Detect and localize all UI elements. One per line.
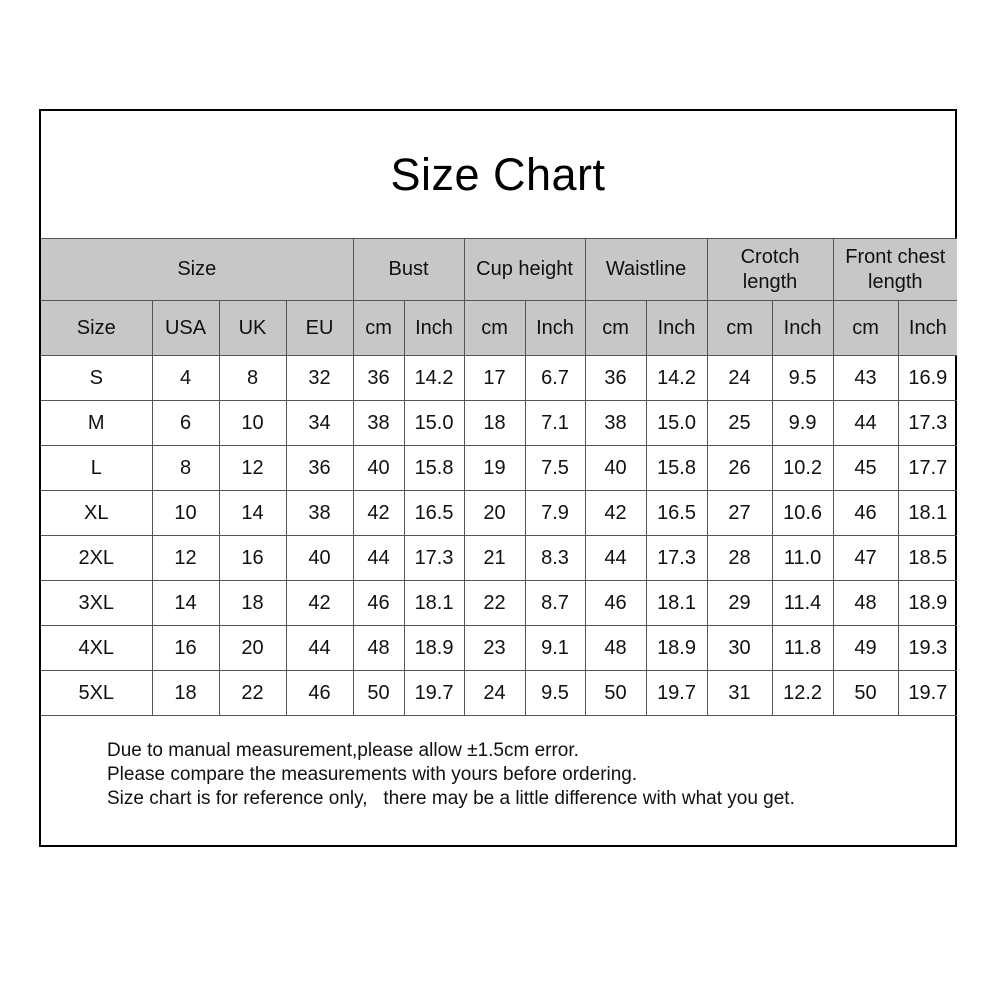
table-cell: 18 <box>219 581 286 626</box>
table-cell: 11.4 <box>772 581 833 626</box>
table-cell: 14 <box>152 581 219 626</box>
group-header-crotch-length: Crotch length <box>707 239 833 301</box>
table-cell: 50 <box>833 671 898 716</box>
column-header: Size <box>41 301 152 356</box>
table-cell: 44 <box>585 536 646 581</box>
column-header: cm <box>353 301 404 356</box>
table-cell: 15.0 <box>646 401 707 446</box>
column-header: cm <box>707 301 772 356</box>
table-cell: 40 <box>353 446 404 491</box>
group-header-front-chest-length: Front chest length <box>833 239 957 301</box>
column-header: Inch <box>646 301 707 356</box>
table-cell: 16 <box>219 536 286 581</box>
table-cell: 38 <box>585 401 646 446</box>
table-cell: 4XL <box>41 626 152 671</box>
table-cell: 15.0 <box>404 401 464 446</box>
table-cell: S <box>41 356 152 401</box>
table-cell: 2XL <box>41 536 152 581</box>
table-cell: 20 <box>464 491 525 536</box>
table-cell: 19.7 <box>646 671 707 716</box>
table-cell: 17.3 <box>646 536 707 581</box>
column-header: Inch <box>404 301 464 356</box>
table-cell: 8.3 <box>525 536 585 581</box>
table-row <box>41 491 957 536</box>
table-cell: 46 <box>585 581 646 626</box>
table-cell: 30 <box>707 626 772 671</box>
group-header-size: Size <box>41 239 353 301</box>
table-cell: 9.5 <box>772 356 833 401</box>
table-cell: 46 <box>833 491 898 536</box>
table-cell: 6 <box>152 401 219 446</box>
table-cell: 16.5 <box>646 491 707 536</box>
table-cell: 46 <box>353 581 404 626</box>
table-cell: 12 <box>219 446 286 491</box>
table-cell: 46 <box>286 671 353 716</box>
table-cell: 9.5 <box>525 671 585 716</box>
table-cell: 8 <box>219 356 286 401</box>
table-cell: 42 <box>585 491 646 536</box>
table-cell: 17.7 <box>898 446 957 491</box>
table-body <box>41 356 957 716</box>
table-cell: 17.3 <box>404 536 464 581</box>
table-cell: 7.1 <box>525 401 585 446</box>
table-cell: 36 <box>585 356 646 401</box>
table-cell: 8 <box>152 446 219 491</box>
table-cell: 3XL <box>41 581 152 626</box>
table-cell: 24 <box>707 356 772 401</box>
table-cell: 48 <box>833 581 898 626</box>
table-cell: 29 <box>707 581 772 626</box>
table-cell: 9.1 <box>525 626 585 671</box>
table-cell: 44 <box>833 401 898 446</box>
table-cell: 4 <box>152 356 219 401</box>
table-cell: 9.9 <box>772 401 833 446</box>
table-cell: 44 <box>286 626 353 671</box>
table-row <box>41 671 957 716</box>
table-cell: 17 <box>464 356 525 401</box>
table-cell: 20 <box>219 626 286 671</box>
sub-header-row <box>41 301 957 356</box>
table-cell: 18 <box>464 401 525 446</box>
column-header: EU <box>286 301 353 356</box>
table-cell: 18.1 <box>898 491 957 536</box>
notes <box>107 739 795 811</box>
table-cell: 47 <box>833 536 898 581</box>
table-cell: 36 <box>353 356 404 401</box>
column-header: UK <box>219 301 286 356</box>
note-line: Size chart is for reference only, there may be a little difference with what you get. <box>107 788 795 809</box>
table-cell: 19.7 <box>404 671 464 716</box>
table-cell: 18.9 <box>898 581 957 626</box>
size-chart-frame <box>39 109 957 847</box>
table-cell: 23 <box>464 626 525 671</box>
table-cell: 42 <box>353 491 404 536</box>
table-cell: 28 <box>707 536 772 581</box>
table-cell: 12 <box>152 536 219 581</box>
table-cell: 19.3 <box>898 626 957 671</box>
table-cell: 45 <box>833 446 898 491</box>
table-cell: 27 <box>707 491 772 536</box>
table-row <box>41 356 957 401</box>
size-table <box>41 238 957 716</box>
table-cell: 40 <box>585 446 646 491</box>
table-cell: 25 <box>707 401 772 446</box>
group-header-waistline: Waistline <box>585 239 707 301</box>
table-cell: 14.2 <box>646 356 707 401</box>
table-cell: 44 <box>353 536 404 581</box>
table-cell: 36 <box>286 446 353 491</box>
column-header: Inch <box>772 301 833 356</box>
table-cell: 18.9 <box>404 626 464 671</box>
table-cell: 18 <box>152 671 219 716</box>
table-cell: 10 <box>219 401 286 446</box>
table-cell: 14 <box>219 491 286 536</box>
group-header-cup-height: Cup height <box>464 239 585 301</box>
table-row <box>41 626 957 671</box>
table-cell: M <box>41 401 152 446</box>
table-cell: 11.8 <box>772 626 833 671</box>
table-cell: 11.0 <box>772 536 833 581</box>
table-cell: 16.9 <box>898 356 957 401</box>
table-cell: 12.2 <box>772 671 833 716</box>
table-cell: 7.5 <box>525 446 585 491</box>
table-cell: 7.9 <box>525 491 585 536</box>
table-cell: 16.5 <box>404 491 464 536</box>
table-cell: 8.7 <box>525 581 585 626</box>
table-cell: 38 <box>286 491 353 536</box>
table-cell: 42 <box>286 581 353 626</box>
table-cell: 48 <box>585 626 646 671</box>
column-header: USA <box>152 301 219 356</box>
note-line: Due to manual measurement,please allow ±1.5cm error. <box>107 740 579 761</box>
table-cell: 16 <box>152 626 219 671</box>
table-cell: 17.3 <box>898 401 957 446</box>
table-cell: 50 <box>585 671 646 716</box>
table-cell: 48 <box>353 626 404 671</box>
chart-title: Size Chart <box>390 148 606 200</box>
table-cell: 34 <box>286 401 353 446</box>
table-cell: 18.5 <box>898 536 957 581</box>
table-cell: 24 <box>464 671 525 716</box>
table-cell: 18.1 <box>404 581 464 626</box>
table-row <box>41 401 957 446</box>
group-header-bust: Bust <box>353 239 464 301</box>
table-cell: 26 <box>707 446 772 491</box>
table-row <box>41 581 957 626</box>
table-cell: 21 <box>464 536 525 581</box>
table-cell: 10 <box>152 491 219 536</box>
note-line: Please compare the measurements with yours before ordering. <box>107 764 638 785</box>
table-cell: 22 <box>464 581 525 626</box>
column-header: Inch <box>525 301 585 356</box>
table-cell: 50 <box>353 671 404 716</box>
table-cell: 15.8 <box>646 446 707 491</box>
table-cell: XL <box>41 491 152 536</box>
table-cell: 19.7 <box>898 671 957 716</box>
table-cell: 15.8 <box>404 446 464 491</box>
table-cell: 10.6 <box>772 491 833 536</box>
table-cell: 43 <box>833 356 898 401</box>
table-cell: L <box>41 446 152 491</box>
column-header: cm <box>833 301 898 356</box>
table-cell: 18.1 <box>646 581 707 626</box>
table-cell: 40 <box>286 536 353 581</box>
table-cell: 38 <box>353 401 404 446</box>
table-cell: 49 <box>833 626 898 671</box>
table-cell: 6.7 <box>525 356 585 401</box>
table-cell: 10.2 <box>772 446 833 491</box>
group-header-row <box>41 239 957 301</box>
table-cell: 19 <box>464 446 525 491</box>
table-cell: 14.2 <box>404 356 464 401</box>
column-header: cm <box>585 301 646 356</box>
table-cell: 5XL <box>41 671 152 716</box>
table-cell: 22 <box>219 671 286 716</box>
column-header: Inch <box>898 301 957 356</box>
table-row <box>41 446 957 491</box>
table-row <box>41 536 957 581</box>
table-cell: 31 <box>707 671 772 716</box>
table-cell: 18.9 <box>646 626 707 671</box>
table-cell: 32 <box>286 356 353 401</box>
column-header: cm <box>464 301 525 356</box>
